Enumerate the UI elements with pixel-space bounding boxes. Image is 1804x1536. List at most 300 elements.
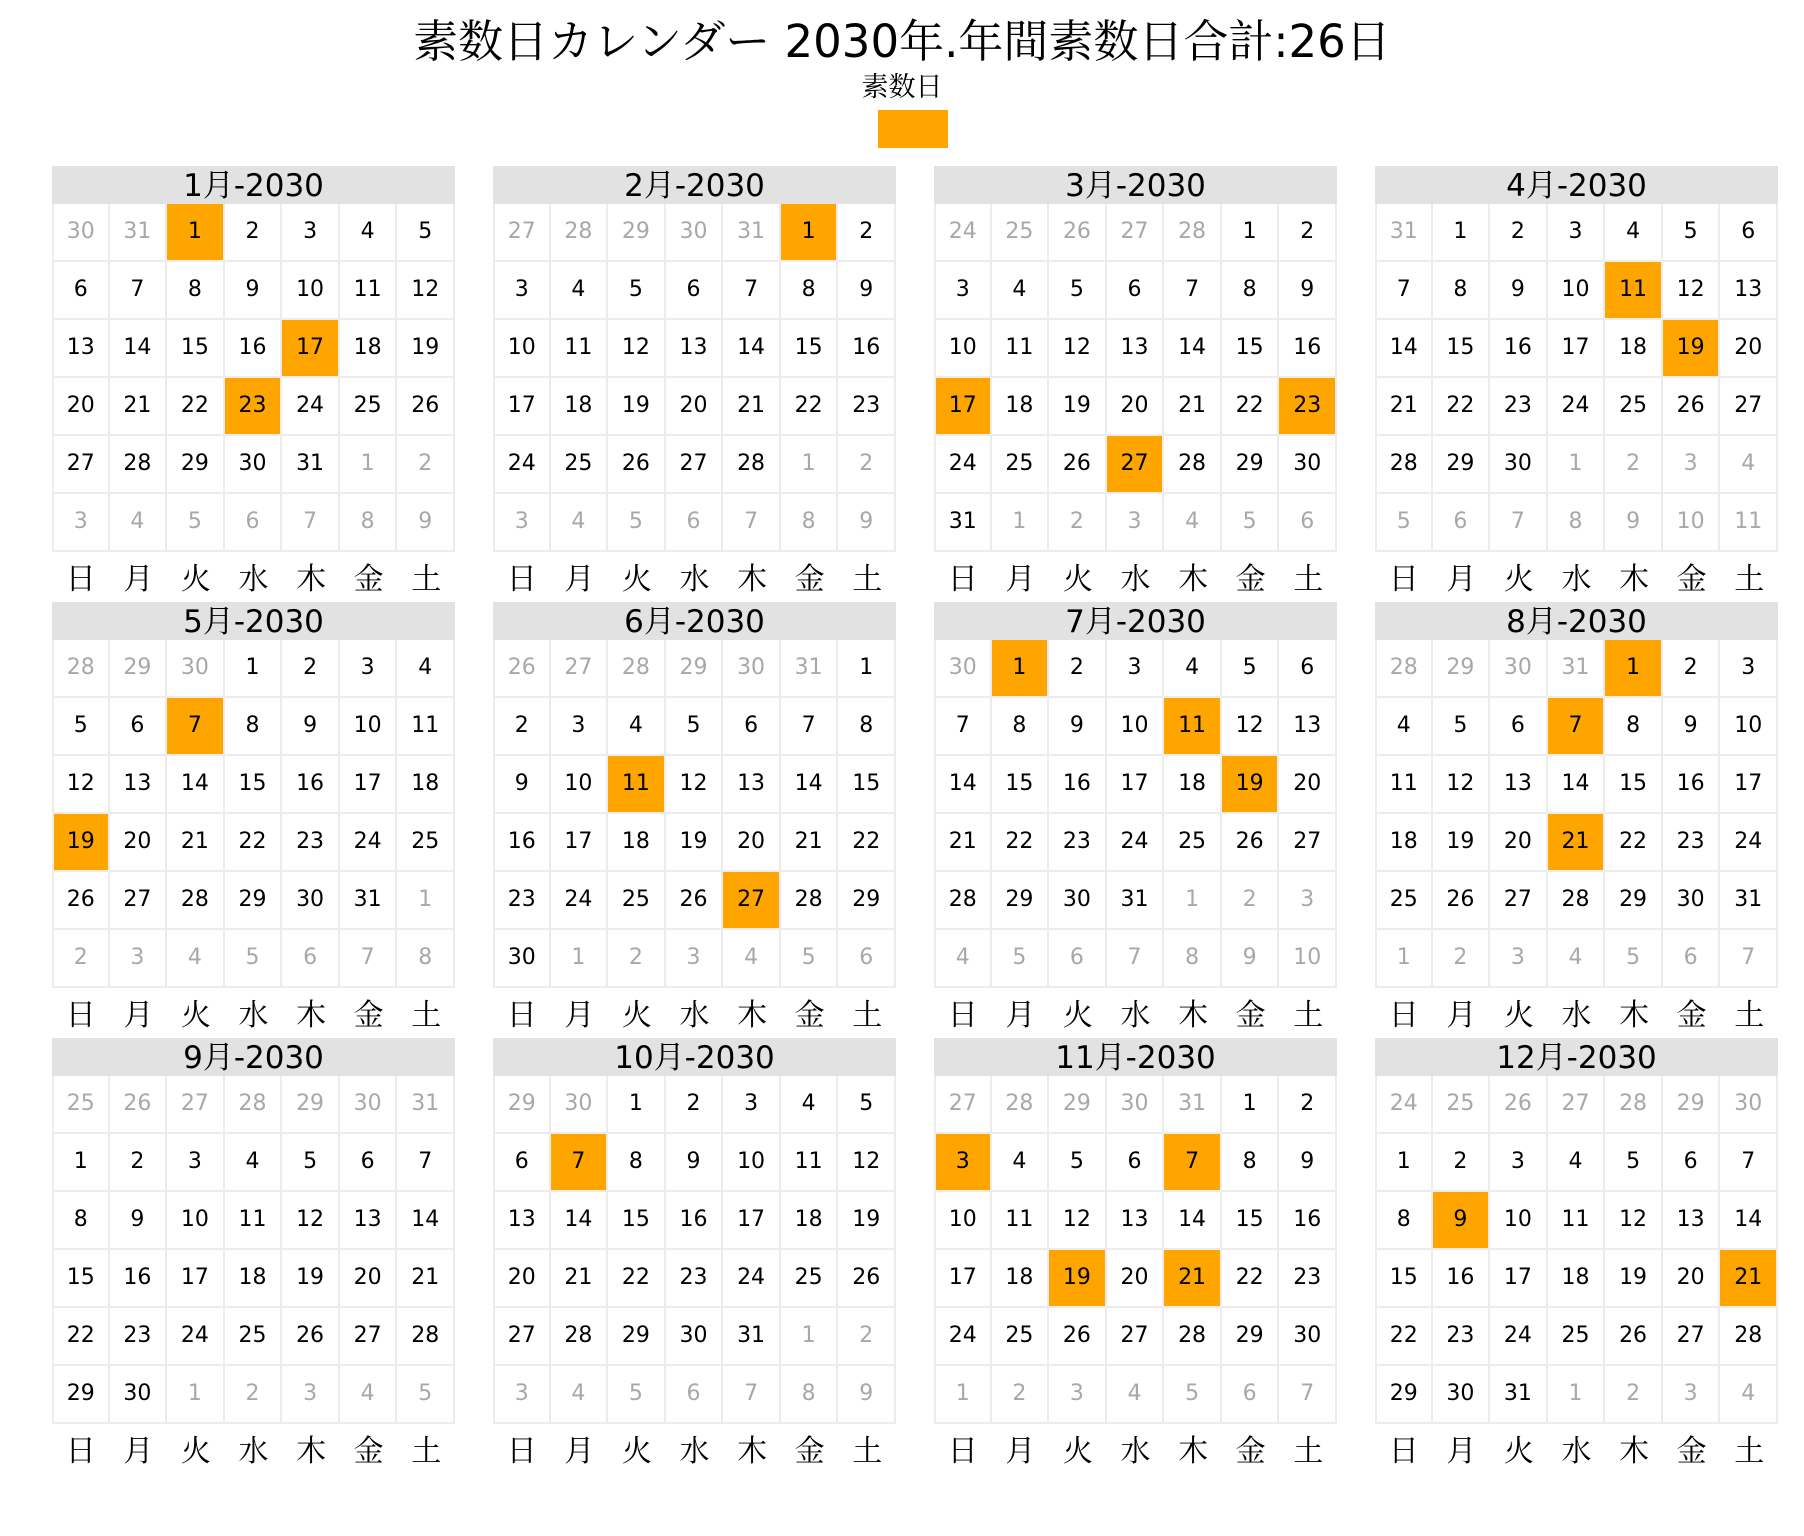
day-cell: 30 — [1049, 872, 1107, 930]
weekday-label: 水 — [1120, 1434, 1151, 1469]
day-cell: 4 — [1375, 698, 1433, 756]
month-calendar — [52, 1038, 455, 1480]
adjacent-month-day-cell: 4 — [340, 1366, 398, 1424]
day-cell: 2 — [1490, 204, 1548, 262]
day-cell: 31 — [1720, 872, 1778, 930]
adjacent-month-day-cell: 29 — [608, 204, 666, 262]
adjacent-month-day-cell: 31 — [397, 1076, 455, 1134]
weekday-label: 金 — [794, 1434, 825, 1469]
day-cell: 12 — [52, 756, 110, 814]
prime-day-cell: 1 — [167, 204, 225, 262]
adjacent-month-day-cell: 3 — [282, 1366, 340, 1424]
day-cell: 18 — [1548, 1250, 1606, 1308]
day-cell: 18 — [397, 756, 455, 814]
day-cell: 25 — [781, 1250, 839, 1308]
adjacent-month-day-cell: 28 — [608, 640, 666, 698]
weekday-label: 日 — [947, 562, 978, 597]
adjacent-month-day-cell: 31 — [1164, 1076, 1222, 1134]
day-cell: 24 — [493, 436, 551, 494]
day-cell: 31 — [282, 436, 340, 494]
day-cell: 27 — [52, 436, 110, 494]
weekday-label: 土 — [1734, 1434, 1765, 1469]
adjacent-month-day-cell: 6 — [666, 1366, 724, 1424]
month-title: 4月-2030 — [1375, 166, 1778, 204]
weekday-label: 水 — [238, 562, 269, 597]
day-cell: 30 — [110, 1366, 168, 1424]
day-cell: 31 — [340, 872, 398, 930]
day-cell: 24 — [340, 814, 398, 872]
adjacent-month-day-cell: 5 — [781, 930, 839, 988]
day-cell: 28 — [397, 1308, 455, 1366]
day-cell: 20 — [1663, 1250, 1721, 1308]
day-cell: 16 — [225, 320, 283, 378]
adjacent-month-day-cell: 1 — [1164, 872, 1222, 930]
weekday-label: 金 — [794, 562, 825, 597]
day-cell: 23 — [110, 1308, 168, 1366]
day-cell: 27 — [340, 1308, 398, 1366]
day-cell: 26 — [282, 1308, 340, 1366]
weekday-label: 土 — [852, 1434, 883, 1469]
adjacent-month-day-cell: 5 — [1164, 1366, 1222, 1424]
weekday-label: 金 — [1235, 1434, 1266, 1469]
month-title: 1月-2030 — [52, 166, 455, 204]
day-cell: 12 — [608, 320, 666, 378]
weekday-row — [934, 552, 1337, 608]
day-cell: 8 — [1375, 1192, 1433, 1250]
day-cell: 15 — [608, 1192, 666, 1250]
day-cell: 20 — [666, 378, 724, 436]
day-cell: 13 — [1720, 262, 1778, 320]
weekday-label: 日 — [506, 562, 537, 597]
day-cell: 15 — [1222, 1192, 1280, 1250]
adjacent-month-day-cell: 29 — [282, 1076, 340, 1134]
day-cell: 5 — [52, 698, 110, 756]
day-cell: 26 — [397, 378, 455, 436]
day-cell: 17 — [1720, 756, 1778, 814]
adjacent-month-day-cell: 9 — [397, 494, 455, 552]
weekday-label: 金 — [353, 1434, 384, 1469]
day-cell: 10 — [1720, 698, 1778, 756]
adjacent-month-day-cell: 10 — [1663, 494, 1721, 552]
day-cell: 4 — [992, 262, 1050, 320]
weekday-label: 金 — [1235, 998, 1266, 1033]
adjacent-month-day-cell: 2 — [1222, 872, 1280, 930]
day-cell: 2 — [1279, 204, 1337, 262]
day-grid — [493, 1076, 896, 1424]
day-cell: 2 — [225, 204, 283, 262]
day-cell: 11 — [1548, 1192, 1606, 1250]
day-cell: 10 — [1548, 262, 1606, 320]
day-cell: 14 — [723, 320, 781, 378]
adjacent-month-day-cell: 3 — [493, 1366, 551, 1424]
day-cell: 30 — [1279, 1308, 1337, 1366]
day-cell: 9 — [1279, 1134, 1337, 1192]
day-cell: 18 — [551, 378, 609, 436]
day-cell: 7 — [723, 262, 781, 320]
adjacent-month-day-cell: 3 — [1663, 1366, 1721, 1424]
day-cell: 3 — [934, 262, 992, 320]
day-cell: 16 — [1279, 1192, 1337, 1250]
weekday-row — [493, 552, 896, 608]
weekday-label: 日 — [506, 1434, 537, 1469]
adjacent-month-day-cell: 30 — [666, 204, 724, 262]
day-cell: 14 — [1720, 1192, 1778, 1250]
day-cell: 23 — [838, 378, 896, 436]
adjacent-month-day-cell: 4 — [1164, 494, 1222, 552]
weekday-label: 月 — [1446, 562, 1477, 597]
day-cell: 3 — [1548, 204, 1606, 262]
day-cell: 13 — [1663, 1192, 1721, 1250]
legend-label: 素数日 — [861, 72, 943, 103]
day-cell: 27 — [666, 436, 724, 494]
day-cell: 15 — [225, 756, 283, 814]
weekday-label: 火 — [1503, 998, 1534, 1033]
day-cell: 28 — [1164, 436, 1222, 494]
day-grid — [934, 640, 1337, 988]
day-cell: 19 — [282, 1250, 340, 1308]
day-cell: 31 — [1107, 872, 1165, 930]
prime-day-cell: 7 — [167, 698, 225, 756]
day-cell: 26 — [838, 1250, 896, 1308]
adjacent-month-day-cell: 1 — [397, 872, 455, 930]
month-title: 7月-2030 — [934, 602, 1337, 640]
day-cell: 12 — [282, 1192, 340, 1250]
day-cell: 6 — [1490, 698, 1548, 756]
chart-title: 素数日カレンダー 2030年.年間素数日合計:26日 — [413, 15, 1391, 68]
day-cell: 20 — [52, 378, 110, 436]
day-cell: 23 — [666, 1250, 724, 1308]
day-cell: 4 — [781, 1076, 839, 1134]
weekday-label: 金 — [1676, 1434, 1707, 1469]
adjacent-month-day-cell: 25 — [992, 204, 1050, 262]
day-cell: 22 — [225, 814, 283, 872]
adjacent-month-day-cell: 26 — [1490, 1076, 1548, 1134]
day-cell: 21 — [397, 1250, 455, 1308]
day-cell: 25 — [225, 1308, 283, 1366]
weekday-label: 木 — [1178, 1434, 1209, 1469]
day-cell: 11 — [551, 320, 609, 378]
day-cell: 14 — [1164, 1192, 1222, 1250]
month-calendar — [1375, 1038, 1778, 1480]
day-cell: 12 — [1049, 1192, 1107, 1250]
day-cell: 5 — [1222, 640, 1280, 698]
day-cell: 9 — [1663, 698, 1721, 756]
prime-day-cell: 27 — [723, 872, 781, 930]
adjacent-month-day-cell: 30 — [340, 1076, 398, 1134]
weekday-row — [52, 1424, 455, 1480]
adjacent-month-day-cell: 27 — [493, 204, 551, 262]
day-cell: 1 — [1433, 204, 1491, 262]
adjacent-month-day-cell: 31 — [110, 204, 168, 262]
day-cell: 23 — [1279, 1250, 1337, 1308]
adjacent-month-day-cell: 3 — [52, 494, 110, 552]
month-calendar — [493, 1038, 896, 1480]
prime-day-cell: 1 — [781, 204, 839, 262]
day-cell: 28 — [781, 872, 839, 930]
day-cell: 22 — [608, 1250, 666, 1308]
adjacent-month-day-cell: 7 — [282, 494, 340, 552]
day-cell: 16 — [1279, 320, 1337, 378]
weekday-label: 月 — [123, 998, 154, 1033]
weekday-label: 木 — [1178, 998, 1209, 1033]
day-cell: 7 — [397, 1134, 455, 1192]
adjacent-month-day-cell: 26 — [110, 1076, 168, 1134]
day-cell: 22 — [167, 378, 225, 436]
adjacent-month-day-cell: 8 — [1164, 930, 1222, 988]
day-cell: 10 — [723, 1134, 781, 1192]
weekday-label: 金 — [794, 998, 825, 1033]
day-cell: 5 — [608, 262, 666, 320]
prime-day-cell: 1 — [992, 640, 1050, 698]
weekday-row — [1375, 1424, 1778, 1480]
adjacent-month-day-cell: 8 — [397, 930, 455, 988]
adjacent-month-day-cell: 31 — [1548, 640, 1606, 698]
day-cell: 13 — [723, 756, 781, 814]
day-cell: 25 — [551, 436, 609, 494]
day-cell: 3 — [1720, 640, 1778, 698]
day-cell: 28 — [934, 872, 992, 930]
day-cell: 13 — [340, 1192, 398, 1250]
day-cell: 29 — [1222, 1308, 1280, 1366]
adjacent-month-day-cell: 2 — [838, 436, 896, 494]
day-cell: 22 — [992, 814, 1050, 872]
adjacent-month-day-cell: 7 — [1490, 494, 1548, 552]
weekday-label: 木 — [296, 562, 327, 597]
day-cell: 5 — [838, 1076, 896, 1134]
day-cell: 25 — [992, 1308, 1050, 1366]
adjacent-month-day-cell: 5 — [397, 1366, 455, 1424]
day-cell: 8 — [781, 262, 839, 320]
adjacent-month-day-cell: 27 — [551, 640, 609, 698]
day-cell: 14 — [781, 756, 839, 814]
adjacent-month-day-cell: 7 — [1107, 930, 1165, 988]
prime-day-cell: 19 — [1049, 1250, 1107, 1308]
weekday-label: 水 — [1561, 998, 1592, 1033]
day-cell: 13 — [1107, 1192, 1165, 1250]
weekday-row — [934, 1424, 1337, 1480]
prime-day-cell: 11 — [608, 756, 666, 814]
day-cell: 20 — [1107, 378, 1165, 436]
adjacent-month-day-cell: 29 — [666, 640, 724, 698]
prime-day-cell: 7 — [1164, 1134, 1222, 1192]
adjacent-month-day-cell: 28 — [1375, 640, 1433, 698]
adjacent-month-day-cell: 1 — [551, 930, 609, 988]
day-cell: 18 — [992, 1250, 1050, 1308]
month-calendar — [1375, 602, 1778, 1044]
day-cell: 18 — [1605, 320, 1663, 378]
day-grid — [493, 640, 896, 988]
day-cell: 8 — [1605, 698, 1663, 756]
day-cell: 9 — [493, 756, 551, 814]
adjacent-month-day-cell: 4 — [551, 1366, 609, 1424]
adjacent-month-day-cell: 3 — [493, 494, 551, 552]
day-cell: 9 — [282, 698, 340, 756]
day-cell: 3 — [551, 698, 609, 756]
day-cell: 7 — [110, 262, 168, 320]
adjacent-month-day-cell: 10 — [1279, 930, 1337, 988]
weekday-label: 金 — [1235, 562, 1266, 597]
prime-day-cell: 19 — [1663, 320, 1721, 378]
adjacent-month-day-cell: 1 — [934, 1366, 992, 1424]
weekday-row — [1375, 552, 1778, 608]
day-cell: 6 — [1107, 1134, 1165, 1192]
weekday-label: 月 — [123, 1434, 154, 1469]
day-cell: 30 — [282, 872, 340, 930]
day-cell: 24 — [1490, 1308, 1548, 1366]
adjacent-month-day-cell: 3 — [1490, 930, 1548, 988]
day-cell: 7 — [1720, 1134, 1778, 1192]
adjacent-month-day-cell: 4 — [167, 930, 225, 988]
month-calendar — [52, 602, 455, 1044]
day-cell: 28 — [1548, 872, 1606, 930]
weekday-label: 水 — [679, 562, 710, 597]
day-cell: 28 — [167, 872, 225, 930]
adjacent-month-day-cell: 5 — [608, 1366, 666, 1424]
weekday-label: 月 — [1446, 998, 1477, 1033]
weekday-label: 日 — [1388, 998, 1419, 1033]
day-cell: 3 — [1107, 640, 1165, 698]
day-cell: 11 — [1375, 756, 1433, 814]
adjacent-month-day-cell: 5 — [225, 930, 283, 988]
day-cell: 20 — [340, 1250, 398, 1308]
weekday-label: 日 — [947, 1434, 978, 1469]
day-grid — [1375, 1076, 1778, 1424]
day-cell: 15 — [1433, 320, 1491, 378]
day-cell: 19 — [1049, 378, 1107, 436]
adjacent-month-day-cell: 2 — [608, 930, 666, 988]
weekday-label: 火 — [1503, 1434, 1534, 1469]
day-cell: 23 — [1049, 814, 1107, 872]
adjacent-month-day-cell: 7 — [723, 1366, 781, 1424]
day-cell: 2 — [838, 204, 896, 262]
adjacent-month-day-cell: 4 — [1720, 436, 1778, 494]
day-cell: 21 — [110, 378, 168, 436]
adjacent-month-day-cell: 2 — [397, 436, 455, 494]
day-grid — [52, 640, 455, 988]
month-calendar — [934, 602, 1337, 1044]
weekday-label: 月 — [123, 562, 154, 597]
weekday-label: 火 — [180, 562, 211, 597]
adjacent-month-day-cell: 28 — [225, 1076, 283, 1134]
day-cell: 19 — [666, 814, 724, 872]
day-cell: 2 — [282, 640, 340, 698]
day-cell: 27 — [493, 1308, 551, 1366]
day-cell: 5 — [1049, 1134, 1107, 1192]
adjacent-month-day-cell: 6 — [666, 494, 724, 552]
adjacent-month-day-cell: 2 — [1605, 1366, 1663, 1424]
weekday-label: 日 — [947, 998, 978, 1033]
day-cell: 8 — [838, 698, 896, 756]
adjacent-month-day-cell: 28 — [551, 204, 609, 262]
day-cell: 14 — [110, 320, 168, 378]
day-cell: 16 — [282, 756, 340, 814]
day-cell: 13 — [666, 320, 724, 378]
weekday-label: 日 — [506, 998, 537, 1033]
day-cell: 15 — [1375, 1250, 1433, 1308]
day-cell: 8 — [225, 698, 283, 756]
day-cell: 30 — [1279, 436, 1337, 494]
day-cell: 21 — [723, 378, 781, 436]
day-cell: 24 — [1107, 814, 1165, 872]
day-grid — [493, 204, 896, 552]
day-cell: 27 — [1663, 1308, 1721, 1366]
day-grid — [1375, 204, 1778, 552]
weekday-label: 土 — [411, 998, 442, 1033]
adjacent-month-day-cell: 1 — [1548, 436, 1606, 494]
day-cell: 9 — [838, 262, 896, 320]
day-cell: 22 — [52, 1308, 110, 1366]
adjacent-month-day-cell: 27 — [167, 1076, 225, 1134]
day-cell: 7 — [781, 698, 839, 756]
day-cell: 23 — [1433, 1308, 1491, 1366]
adjacent-month-day-cell: 29 — [110, 640, 168, 698]
prime-day-cell: 3 — [934, 1134, 992, 1192]
weekday-label: 火 — [180, 998, 211, 1033]
day-cell: 20 — [723, 814, 781, 872]
day-cell: 25 — [608, 872, 666, 930]
day-cell: 4 — [551, 262, 609, 320]
prime-day-cell: 17 — [282, 320, 340, 378]
weekday-label: 土 — [1734, 998, 1765, 1033]
adjacent-month-day-cell: 5 — [608, 494, 666, 552]
day-cell: 27 — [110, 872, 168, 930]
day-cell: 6 — [723, 698, 781, 756]
day-cell: 5 — [282, 1134, 340, 1192]
day-cell: 4 — [1164, 640, 1222, 698]
day-cell: 8 — [1222, 262, 1280, 320]
day-cell: 2 — [666, 1076, 724, 1134]
day-grid — [934, 1076, 1337, 1424]
day-cell: 30 — [1663, 872, 1721, 930]
day-cell: 2 — [1433, 1134, 1491, 1192]
day-cell: 4 — [340, 204, 398, 262]
weekday-label: 土 — [852, 998, 883, 1033]
day-cell: 7 — [1164, 262, 1222, 320]
weekday-label: 水 — [679, 1434, 710, 1469]
day-cell: 13 — [1107, 320, 1165, 378]
day-cell: 13 — [52, 320, 110, 378]
month-title: 3月-2030 — [934, 166, 1337, 204]
adjacent-month-day-cell: 25 — [52, 1076, 110, 1134]
adjacent-month-day-cell: 26 — [1049, 204, 1107, 262]
prime-day-cell: 1 — [1605, 640, 1663, 698]
day-cell: 17 — [1490, 1250, 1548, 1308]
adjacent-month-day-cell: 3 — [666, 930, 724, 988]
adjacent-month-day-cell: 5 — [992, 930, 1050, 988]
day-cell: 6 — [1107, 262, 1165, 320]
day-cell: 28 — [723, 436, 781, 494]
day-cell: 31 — [723, 1308, 781, 1366]
day-cell: 3 — [493, 262, 551, 320]
day-cell: 15 — [1605, 756, 1663, 814]
day-cell: 1 — [1222, 204, 1280, 262]
day-cell: 11 — [340, 262, 398, 320]
prime-day-cell: 17 — [934, 378, 992, 436]
day-cell: 27 — [1490, 872, 1548, 930]
day-cell: 25 — [992, 436, 1050, 494]
weekday-label: 日 — [65, 1434, 96, 1469]
weekday-label: 土 — [1734, 562, 1765, 597]
adjacent-month-day-cell: 30 — [1490, 640, 1548, 698]
prime-day-cell: 21 — [1164, 1250, 1222, 1308]
adjacent-month-day-cell: 1 — [1375, 930, 1433, 988]
day-cell: 2 — [1663, 640, 1721, 698]
day-cell: 23 — [282, 814, 340, 872]
day-cell: 17 — [723, 1192, 781, 1250]
day-cell: 8 — [992, 698, 1050, 756]
adjacent-month-day-cell: 24 — [1375, 1076, 1433, 1134]
day-cell: 15 — [992, 756, 1050, 814]
